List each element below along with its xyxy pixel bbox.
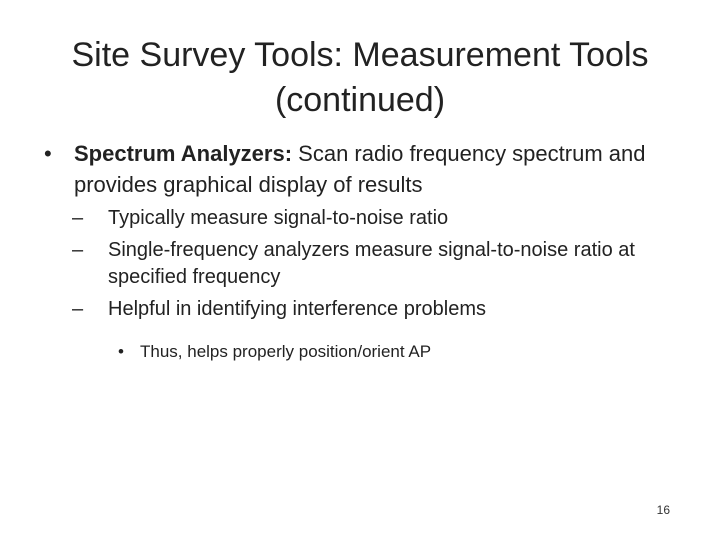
- dash-marker: –: [72, 207, 84, 229]
- slide-title-line-2: (continued): [274, 81, 446, 119]
- sub-sub-bullet: [118, 340, 678, 363]
- sub-bullet-list: [72, 205, 692, 328]
- sub-bullet-item: [72, 205, 692, 232]
- sub-bullet-item: [72, 296, 692, 323]
- bullet-marker: •: [118, 342, 124, 361]
- sub-bullet-text: Typically measure signal-to-noise ratio: [108, 207, 449, 229]
- page-number: 16: [656, 503, 670, 517]
- main-bullet-heading: Spectrum Analyzers:: [74, 141, 293, 166]
- main-bullet-text: [44, 138, 694, 200]
- sub-bullet-text: Helpful in identifying interference problems: [108, 298, 486, 320]
- sub-bullet-text: Single-frequency analyzers measure signal-to-noise ratio at specified frequency: [108, 239, 635, 288]
- sub-bullet-item: [72, 237, 692, 291]
- sub-sub-bullet-text: Thus, helps properly position/orient AP: [140, 342, 432, 361]
- slide-title: [20, 33, 700, 123]
- slide-title-line-1: Site Survey Tools: Measurement Tools: [71, 36, 649, 74]
- dash-marker: –: [72, 298, 84, 320]
- bullet-marker: •: [44, 141, 52, 166]
- main-bullet-body: Scan radio frequency spectrum and provides graphical display of results: [74, 141, 646, 197]
- dash-marker: –: [72, 239, 84, 261]
- main-bullet: [44, 138, 694, 200]
